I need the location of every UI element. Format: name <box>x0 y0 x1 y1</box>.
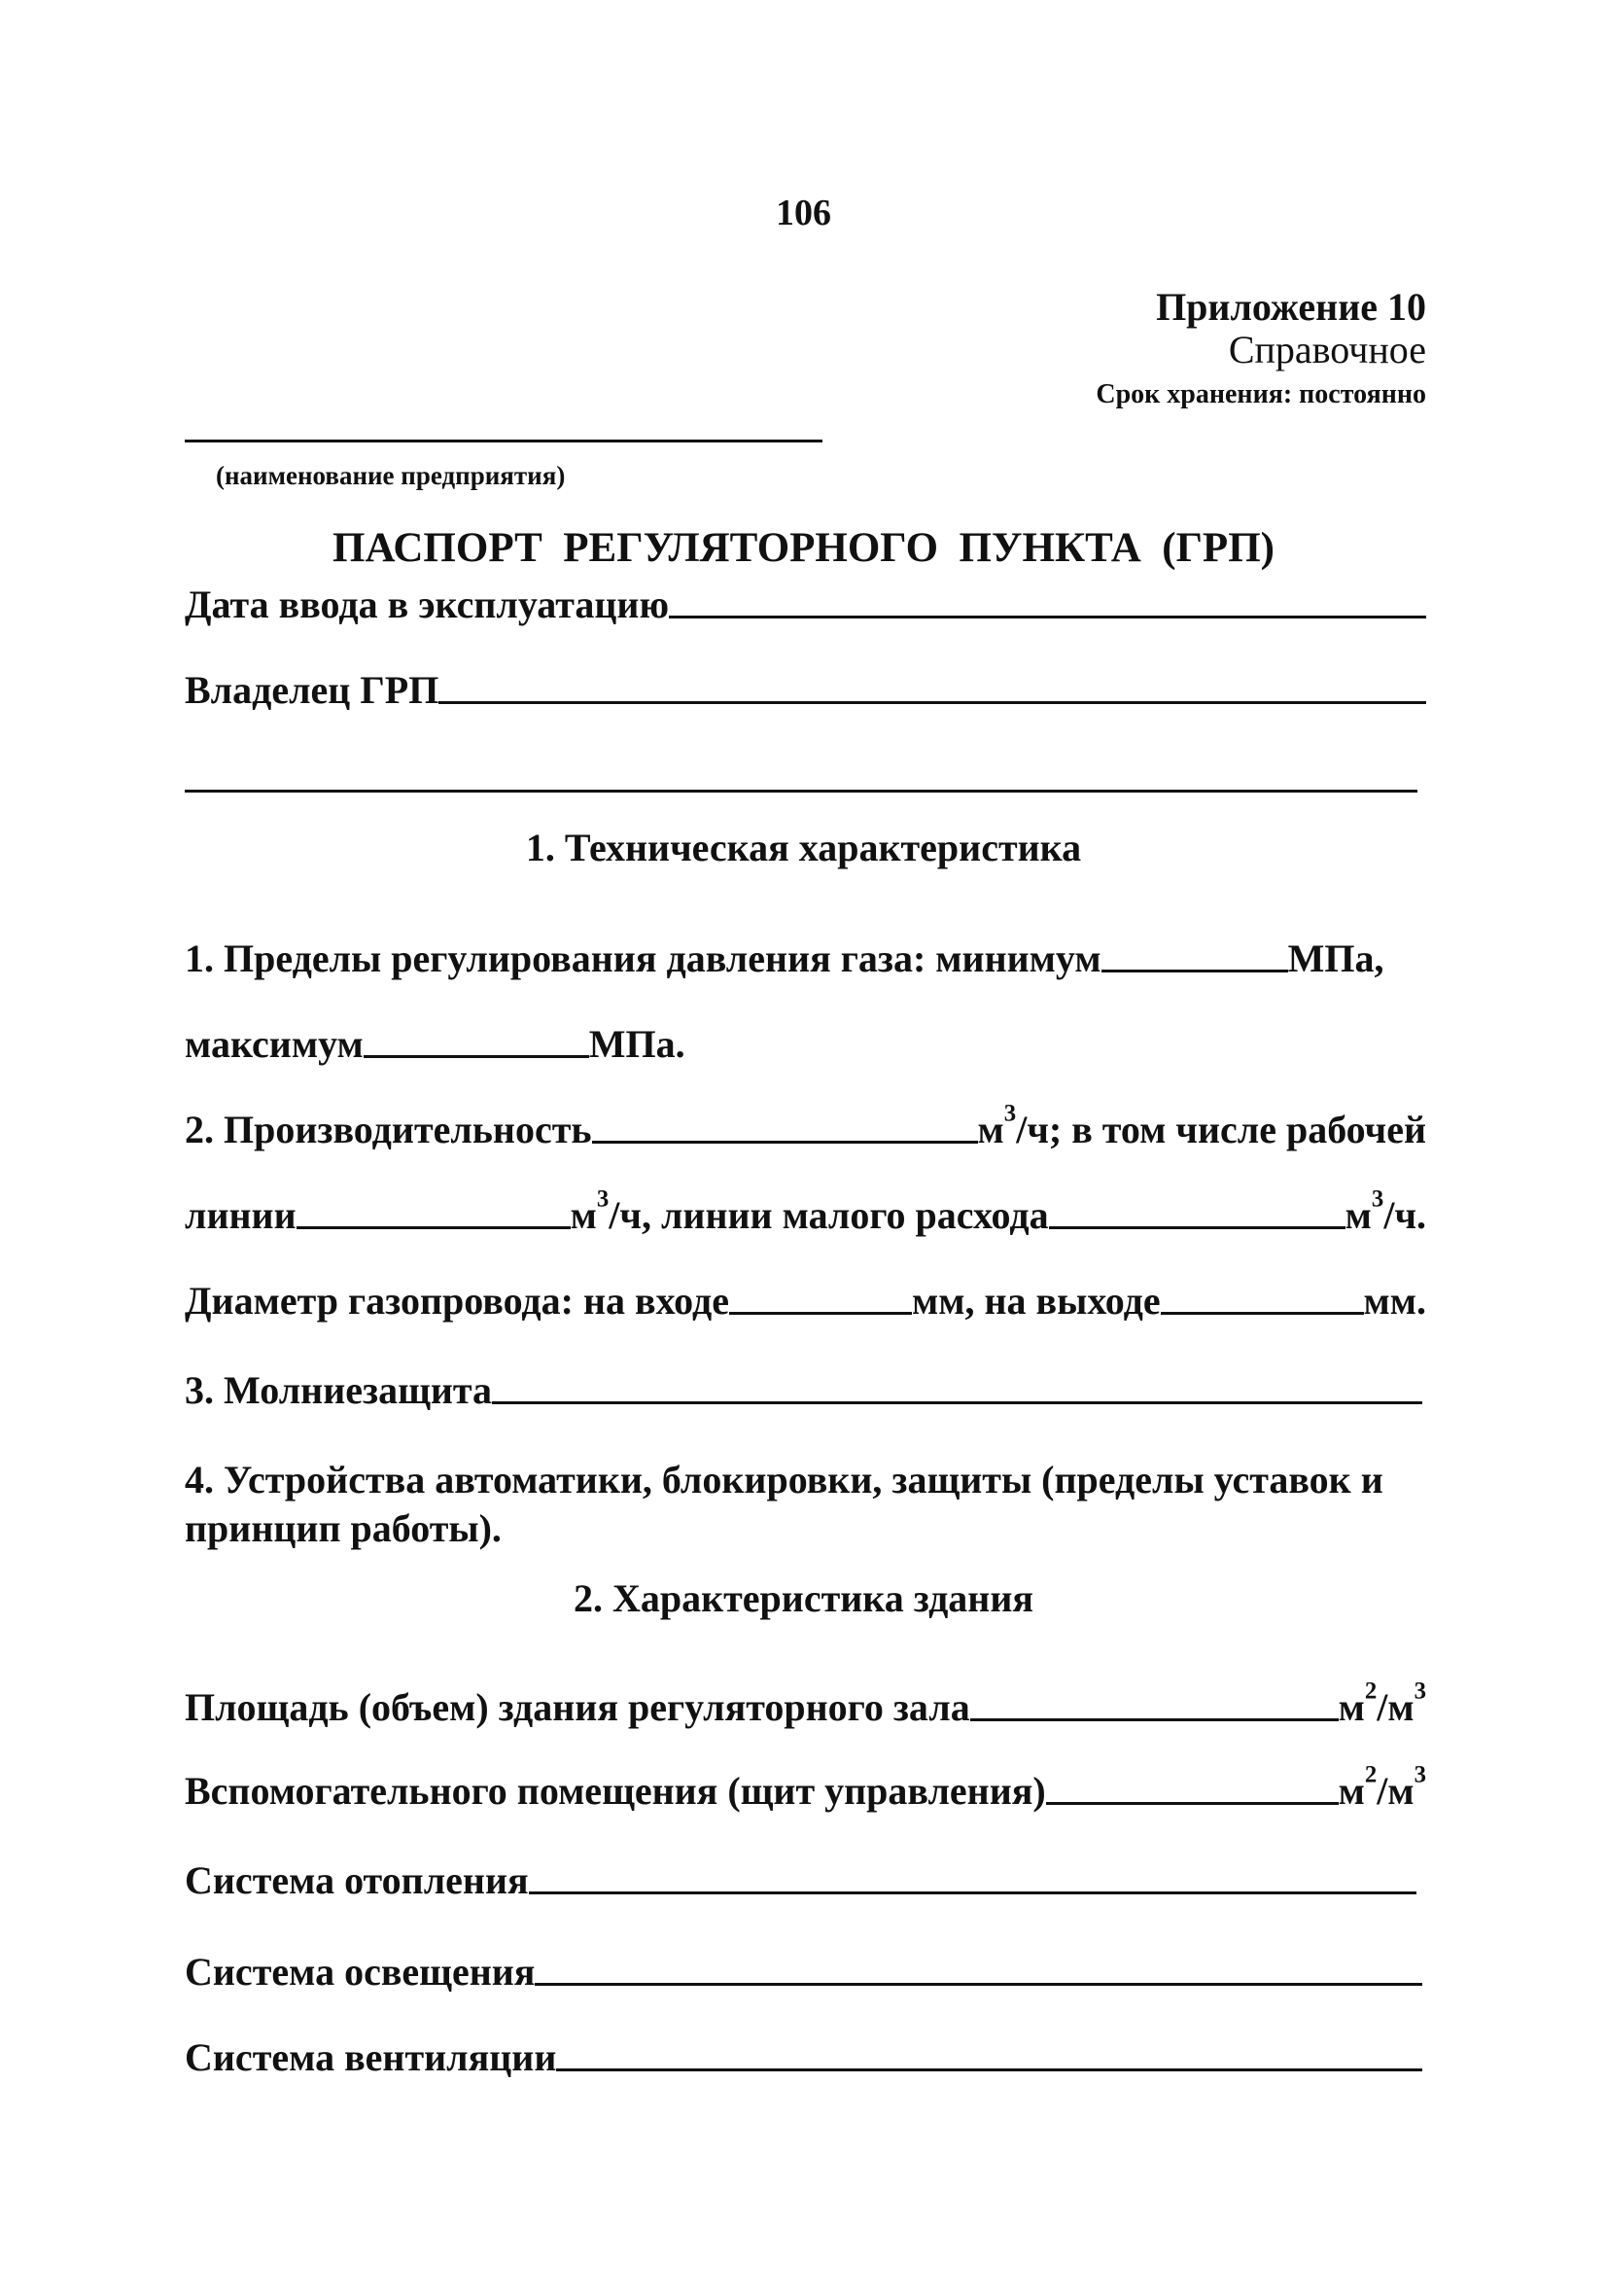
aux-room-label: Вспомогательного помещения (щит управления) <box>185 1769 1046 1813</box>
aux-room-unit: $м^2/м^3$ <box>1338 1761 1426 1813</box>
pipe-diameter-line <box>185 1274 1426 1321</box>
ventilation-system-label: Система вентиляции <box>185 2035 557 2079</box>
hall-area-line <box>185 1678 1426 1727</box>
lighting-system-label: Система освещения <box>185 1950 536 1994</box>
section1-heading: 1. Техническая характеристика <box>525 826 1082 869</box>
low-flow-line-unit: $м^3/ч$. <box>1345 1185 1426 1237</box>
hall-area-unit: $м^2/м^3$ <box>1338 1678 1426 1729</box>
diameter-unit: мм. <box>1363 1279 1426 1323</box>
owner-field <box>185 663 1426 710</box>
pressure-limits-line <box>185 932 1426 978</box>
capacity-line <box>185 1100 1426 1151</box>
pressure-max-line <box>185 1017 685 1064</box>
pressure-max-unit: МПа. <box>588 1022 685 1066</box>
commissioning-date-blank[interactable] <box>669 616 1426 618</box>
heating-system-blank[interactable] <box>529 1891 1416 1894</box>
heating-system-line <box>185 1854 1416 1900</box>
retention-note: Срок хранения: постоянно <box>1096 379 1426 409</box>
section2-heading: 2. Характеристика здания <box>573 1576 1034 1620</box>
capacity-label: 2. Производительность <box>185 1108 592 1151</box>
automation-devices-line1: 4. Устройства автоматики, блокировки, защиты (пределы уставок и <box>185 1458 1383 1501</box>
line-capacity-line <box>185 1185 1426 1237</box>
enterprise-caption: (наименование предприятия) <box>216 461 566 490</box>
lightning-protection-label: 3. Молниезащита <box>185 1368 493 1412</box>
owner-blank[interactable] <box>438 701 1426 704</box>
ventilation-system-line <box>185 2031 1422 2077</box>
page-number: 106 <box>776 193 831 233</box>
commissioning-date-label: Дата ввода в эксплуатацию <box>185 583 670 626</box>
diameter-inlet-label: Диаметр газопровода: на входе <box>185 1279 729 1323</box>
owner-label: Владелец ГРП <box>185 668 439 712</box>
appendix-kind: Справочное <box>1228 328 1426 371</box>
pressure-min-blank[interactable] <box>1101 970 1288 972</box>
enterprise-name-blank[interactable] <box>185 440 822 442</box>
lightning-protection-blank[interactable] <box>492 1401 1422 1404</box>
ventilation-system-blank[interactable] <box>556 2068 1422 2071</box>
capacity-blank[interactable] <box>592 1141 978 1144</box>
diameter-inlet-blank[interactable] <box>729 1312 912 1315</box>
commissioning-date-field <box>185 578 1426 624</box>
lightning-protection-line <box>185 1363 1422 1410</box>
hall-area-label: Площадь (объем) здания регуляторного зала <box>185 1685 970 1729</box>
appendix-label: Приложение 10 <box>1156 285 1426 329</box>
pressure-max-blank[interactable] <box>364 1055 589 1058</box>
document-title: ПАСПОРТ РЕГУЛЯТОРНОГО ПУНКТА (ГРП) <box>332 525 1275 571</box>
lighting-system-line <box>185 1945 1422 1992</box>
aux-room-line <box>185 1762 1426 1811</box>
lighting-system-blank[interactable] <box>535 1983 1422 1986</box>
working-line-blank[interactable] <box>297 1226 571 1229</box>
pressure-min-unit: МПа, <box>1287 936 1384 980</box>
pressure-min-label: 1. Пределы регулирования давления газа: минимум <box>185 936 1101 980</box>
automation-devices-line2: принцип работы). <box>185 1506 502 1550</box>
aux-room-blank[interactable] <box>1046 1802 1339 1805</box>
working-line-label: линии <box>185 1193 297 1237</box>
pressure-max-label: максимум <box>185 1022 364 1066</box>
diameter-outlet-label: мм, на выходе <box>911 1279 1161 1323</box>
heating-system-label: Система отопления <box>185 1858 529 1902</box>
low-flow-line-blank[interactable] <box>1049 1226 1345 1229</box>
owner-extra-blank[interactable] <box>185 790 1417 793</box>
diameter-outlet-blank[interactable] <box>1161 1312 1364 1315</box>
working-line-unit: $м^3/ч$, линии малого расхода <box>570 1185 1049 1237</box>
hall-area-blank[interactable] <box>970 1718 1339 1721</box>
capacity-unit: $м^3/ч$; в том числе рабочей <box>977 1100 1426 1151</box>
